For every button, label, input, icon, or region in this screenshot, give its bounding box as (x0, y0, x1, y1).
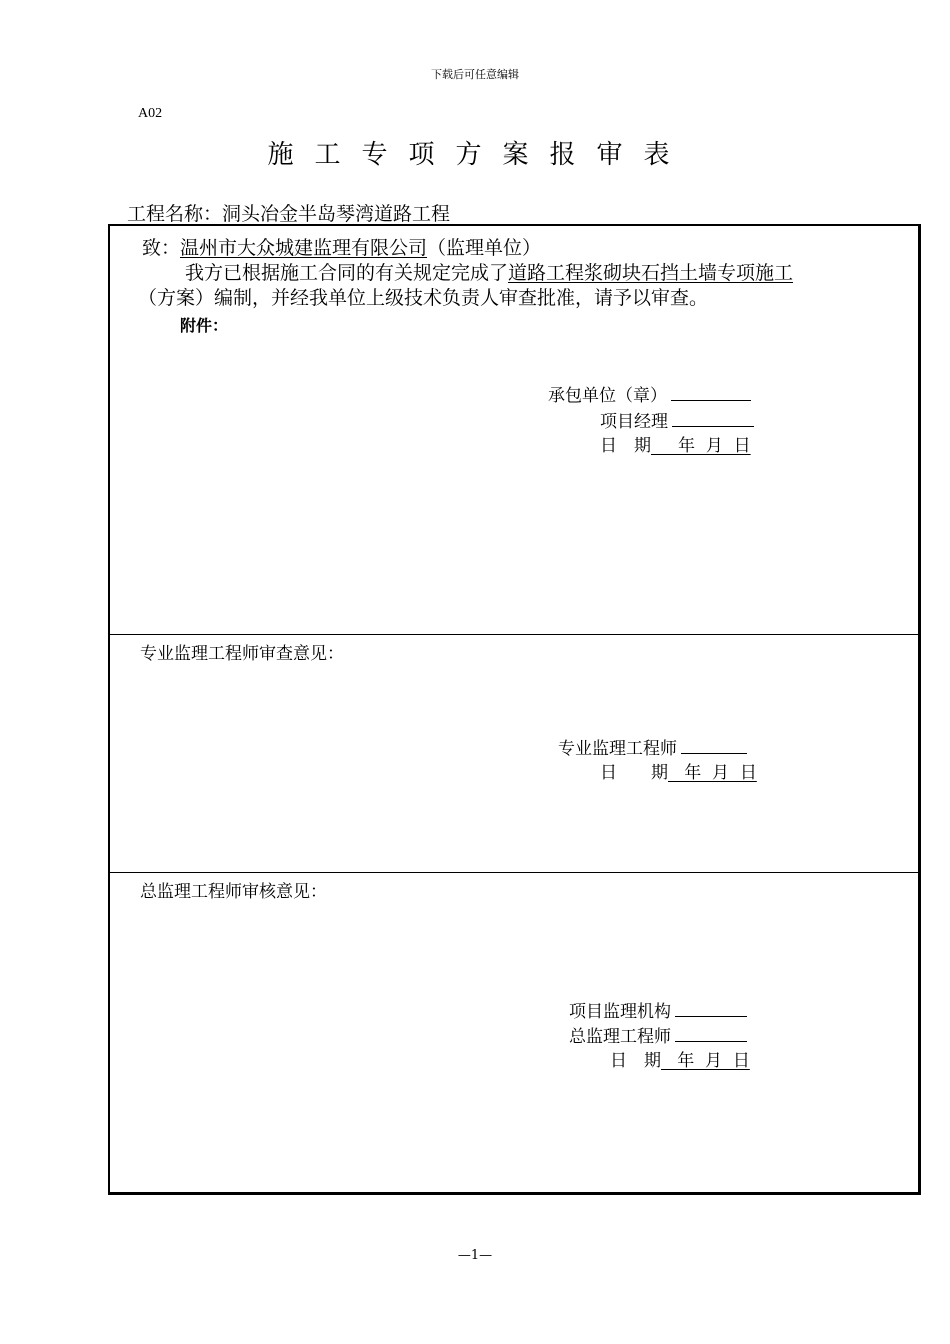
attachment-label: 附件： (180, 316, 229, 335)
engineer-blank (681, 737, 747, 754)
pm-signature-line (600, 410, 754, 433)
date-value: 年 月 日 (661, 1051, 750, 1071)
header-note: 下载后可任意编辑 (431, 68, 519, 81)
date-value: 年 月 日 (668, 763, 757, 783)
section-divider (110, 872, 918, 873)
body-prefix: 我方已根据施工合同的有关规定完成了 (185, 262, 509, 284)
chief-blank (675, 1025, 747, 1042)
section-divider (110, 634, 918, 635)
date-label: 日 期 (600, 763, 668, 783)
pm-label: 项目经理 (600, 412, 668, 432)
date-value: 年 月 日 (651, 436, 751, 456)
section2-label: 专业监理工程师审查意见： (140, 644, 344, 664)
date-label: 日 期 (610, 1051, 661, 1071)
contractor-blank (671, 384, 751, 401)
contractor-signature-line (548, 384, 751, 407)
page-number: —1— (457, 1248, 493, 1263)
engineer-label: 专业监理工程师 (558, 739, 677, 759)
document-title: 施工专项方案报审表 (267, 140, 691, 170)
date-line-3 (610, 1050, 750, 1072)
section3-label: 总监理工程师审核意见： (140, 882, 327, 902)
project-name: 洞头冶金半岛琴湾道路工程 (222, 203, 451, 225)
body-line-1 (185, 260, 793, 286)
project-name-line (127, 199, 450, 226)
date-line-1 (600, 435, 751, 457)
date-label: 日 期 (600, 436, 651, 456)
supervisor-unit: 温州市大众城建监理有限公司 (180, 237, 428, 259)
body-line-2: （方案）编制，并经我单位上级技术负责人审查批准，请予以审查。 (138, 287, 709, 309)
date-line-2 (600, 762, 757, 784)
chief-label: 总监理工程师 (569, 1027, 671, 1047)
pm-blank (672, 410, 754, 427)
to-prefix: 致： (142, 237, 181, 259)
form-table (108, 224, 921, 1195)
contractor-label: 承包单位（章） (548, 386, 667, 406)
addressee-line (142, 235, 541, 261)
project-label: 工程名称： (127, 203, 223, 225)
org-signature-line (569, 1000, 747, 1023)
plan-name: 道路工程浆砌块石挡土墙专项施工 (508, 262, 794, 284)
chief-signature-line (569, 1025, 747, 1048)
engineer-signature-line (558, 737, 747, 760)
org-label: 项目监理机构 (569, 1002, 671, 1022)
form-code: A02 (138, 106, 163, 121)
org-blank (675, 1000, 747, 1017)
supervisor-suffix: （监理单位） (427, 237, 542, 259)
